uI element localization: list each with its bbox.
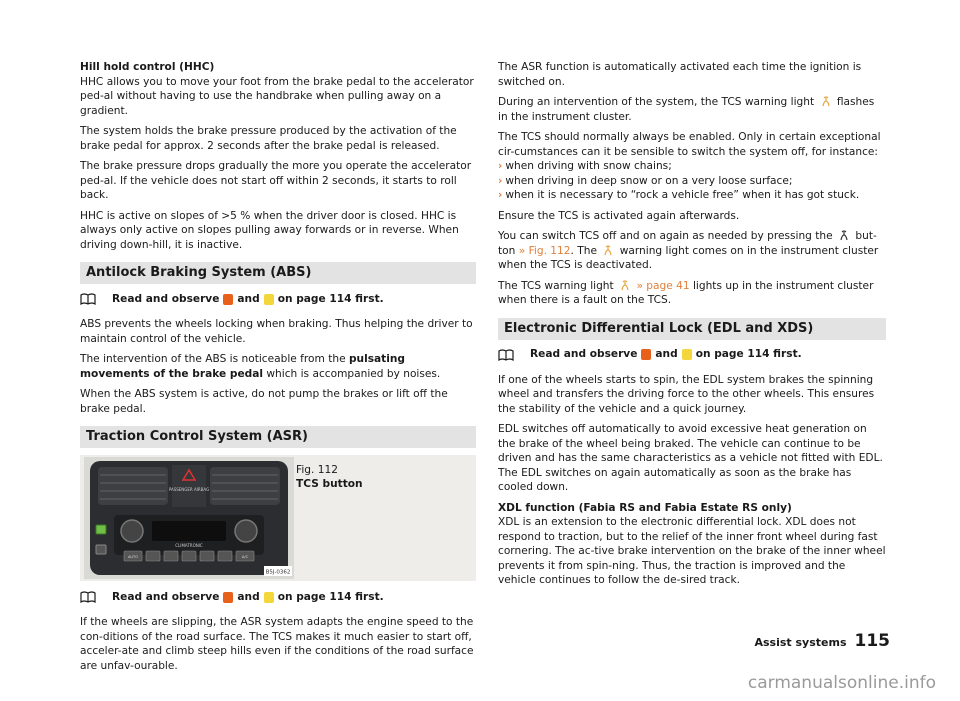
book-icon: [80, 591, 96, 603]
bullet-item-1: [498, 159, 886, 174]
ref-text-b: on page 114 first.: [695, 348, 802, 361]
tcs-p6-text-b: lights up in the instrument cluster when there is a fault on the TCS.: [498, 279, 874, 306]
bullet-chevron-icon: ›: [498, 189, 503, 201]
asr-activation-paragraph: The ASR function is automatically activated each time the ignition is switched on.: [498, 61, 862, 88]
watermark: carmanualsonline.info: [747, 673, 936, 693]
warning-yellow-icon: [682, 349, 692, 360]
page-footer: [754, 631, 890, 651]
tcs-p2-text-a: During an intervention of the system, the TCS warning light: [498, 96, 815, 108]
tcs-p5-text-a: You can switch TCS off and on again as needed by pressing the: [498, 230, 833, 242]
ac-button-label: A/C: [241, 555, 249, 559]
asr-heading: Traction Control System (ASR): [80, 426, 476, 448]
climatronic-label: CLIMATRONIC: [175, 543, 203, 548]
figure-title: TCS button: [296, 478, 363, 490]
tcs-warning-paragraph: [498, 95, 886, 124]
abs-p2-emphasis: pulsating movements of the brake pedal: [80, 353, 405, 380]
edl-reference: [498, 347, 886, 363]
edl-paragraph-1: If one of the wheels starts to spin, the EDL system brakes the spinning wheel and transfers the driving force to the other wheels. This ensures the stability of the vehicle and a quick journey.: [498, 373, 875, 415]
asr-reference: [80, 589, 476, 605]
bullet-text-1: when driving with snow chains;: [505, 160, 672, 172]
figure-code: B5J-0362: [265, 569, 291, 576]
tcs-p6-text-a: The TCS warning light: [498, 279, 614, 292]
hhc-section: [80, 60, 476, 118]
warning-red-icon: [223, 294, 233, 305]
tcs-fault-paragraph: [498, 279, 886, 308]
tcs-exception-paragraph: The TCS should normally always be enabled. Only in certain exceptional cir-cumstances can it be sensible to switch the system off, for instance:: [498, 131, 881, 158]
left-column: [80, 60, 476, 679]
bullet-text-3: when it is necessary to “rock a vehicle free” when it has got stuck.: [505, 189, 860, 201]
abs-heading: Antilock Braking System (ABS): [80, 262, 476, 284]
edl-heading: Electronic Differential Lock (EDL and XDS): [498, 318, 886, 340]
ref-text-and: and: [237, 292, 260, 305]
abs-reference: [80, 291, 476, 307]
book-icon: [80, 293, 96, 305]
tcs-bullet-list: [498, 159, 886, 203]
right-column: [498, 60, 886, 594]
xdl-paragraph: XDL is an extension to the electronic differential lock. XDL does not respond to traction, but to the relief of the inner front wheel during fast cornering. The ac-tive brake intervention on the brake of the inner wheel prevents it from spin-ning. Thus, the traction is improved and the vehicle continues to follow the de-sired track.: [498, 516, 886, 586]
page-41-link[interactable]: » page 41: [636, 279, 690, 292]
tcs-p5-text-d: warning light comes on in the instrument cluster when the TCS is deactivated.: [498, 244, 879, 271]
tcs-warning-light-icon: [603, 245, 613, 256]
hhc-title: Hill hold control (HHC): [80, 61, 215, 73]
ref-text-and: and: [237, 590, 260, 603]
abs-paragraph-2: [80, 352, 476, 381]
tcs-reactivate-paragraph: Ensure the TCS is activated again afterwards.: [498, 209, 740, 222]
bullet-text-2: when driving in deep snow or on a very loose surface;: [505, 174, 793, 187]
bullet-chevron-icon: ›: [498, 174, 503, 187]
warning-yellow-icon: [264, 294, 274, 305]
page-number: 115: [854, 631, 890, 651]
tcs-button-icon: [839, 230, 849, 241]
tcs-warning-light-icon: [821, 96, 831, 107]
hhc-paragraph-3: The brake pressure drops gradually the more you operate the accelerator ped-al. If the vehicle does not start off within 2 seconds, it starts to roll back.: [80, 160, 472, 201]
ref-text-a: Read and observe: [112, 590, 220, 603]
hhc-paragraph-1: HHC allows you to move your foot from the brake pedal to the accelerator ped-al without having to use the handbrake when pulling away on a gradient.: [80, 75, 474, 117]
tcs-p5-text-c: . The: [570, 244, 597, 257]
abs-paragraph-3: When the ABS system is active, do not pump the brakes or lift off the brake pedal.: [80, 388, 448, 415]
figure-caption: [296, 463, 363, 491]
dashboard-console-image: [84, 457, 294, 579]
tcs-p5-text-b: but-ton: [498, 230, 877, 257]
bullet-item-3: [498, 188, 886, 203]
warning-yellow-icon: [264, 592, 274, 603]
bullet-chevron-icon: ›: [498, 160, 503, 172]
tcs-p2-text-b: flashes in the instrument cluster.: [498, 96, 875, 123]
abs-p2-text-a: The intervention of the ABS is noticeable from the: [80, 353, 346, 365]
warning-red-icon: [223, 592, 233, 603]
tcs-warning-light-icon: [620, 280, 630, 291]
abs-p2-text-c: which is accompanied by noises.: [266, 367, 441, 380]
figure-112: [80, 455, 476, 581]
airbag-label: PASSENGER AIRBAG: [168, 487, 210, 492]
fig-112-link[interactable]: » Fig. 112: [518, 244, 571, 257]
ref-text-a: Read and observe: [530, 348, 638, 361]
auto-button-label: AUTO: [127, 555, 139, 559]
ref-text-a: Read and observe: [112, 292, 220, 305]
ref-text-b: on page 114 first.: [277, 292, 384, 305]
warning-red-icon: [641, 349, 651, 360]
ref-text-b: on page 114 first.: [277, 590, 384, 603]
edl-paragraph-2: EDL switches off automatically to avoid excessive heat generation on the brake of the wheel being braked. The vehicle can continue to be driven and has the same characteristics as a vehicle not fitted with EDL. The EDL switches on again automatically as soon as the brake has cooled down.: [498, 423, 883, 493]
book-icon: [498, 349, 514, 361]
tcs-switch-paragraph: [498, 229, 886, 273]
asr-paragraph-1: If the wheels are slipping, the ASR system adapts the engine speed to the con-ditions of the road surface. The TCS makes it much easier to start off, acceler-ate and climb steep hills even if the conditions of the road surface are unfav-ourable.: [80, 616, 474, 672]
figure-label: Fig. 112: [296, 464, 338, 476]
xdl-title: XDL function (Fabia RS and Fabia Estate RS only): [498, 501, 792, 514]
bullet-item-2: [498, 174, 886, 189]
hhc-paragraph-4: HHC is active on slopes of >5 % when the driver door is closed. HHC is always only active on slopes pulling away forwards or in reverse. When driving down-hill, it is inactive.: [80, 209, 459, 251]
ref-text-and: and: [655, 348, 678, 361]
abs-paragraph-1: ABS prevents the wheels locking when braking. Thus helping the driver to maintain control of the vehicle.: [80, 318, 473, 345]
xdl-section: [498, 501, 886, 588]
footer-section-title: Assist systems: [754, 636, 847, 649]
hhc-paragraph-2: The system holds the brake pressure produced by the activation of the brake pedal for approx. 2 seconds after the brake pedal is released.: [80, 125, 457, 152]
